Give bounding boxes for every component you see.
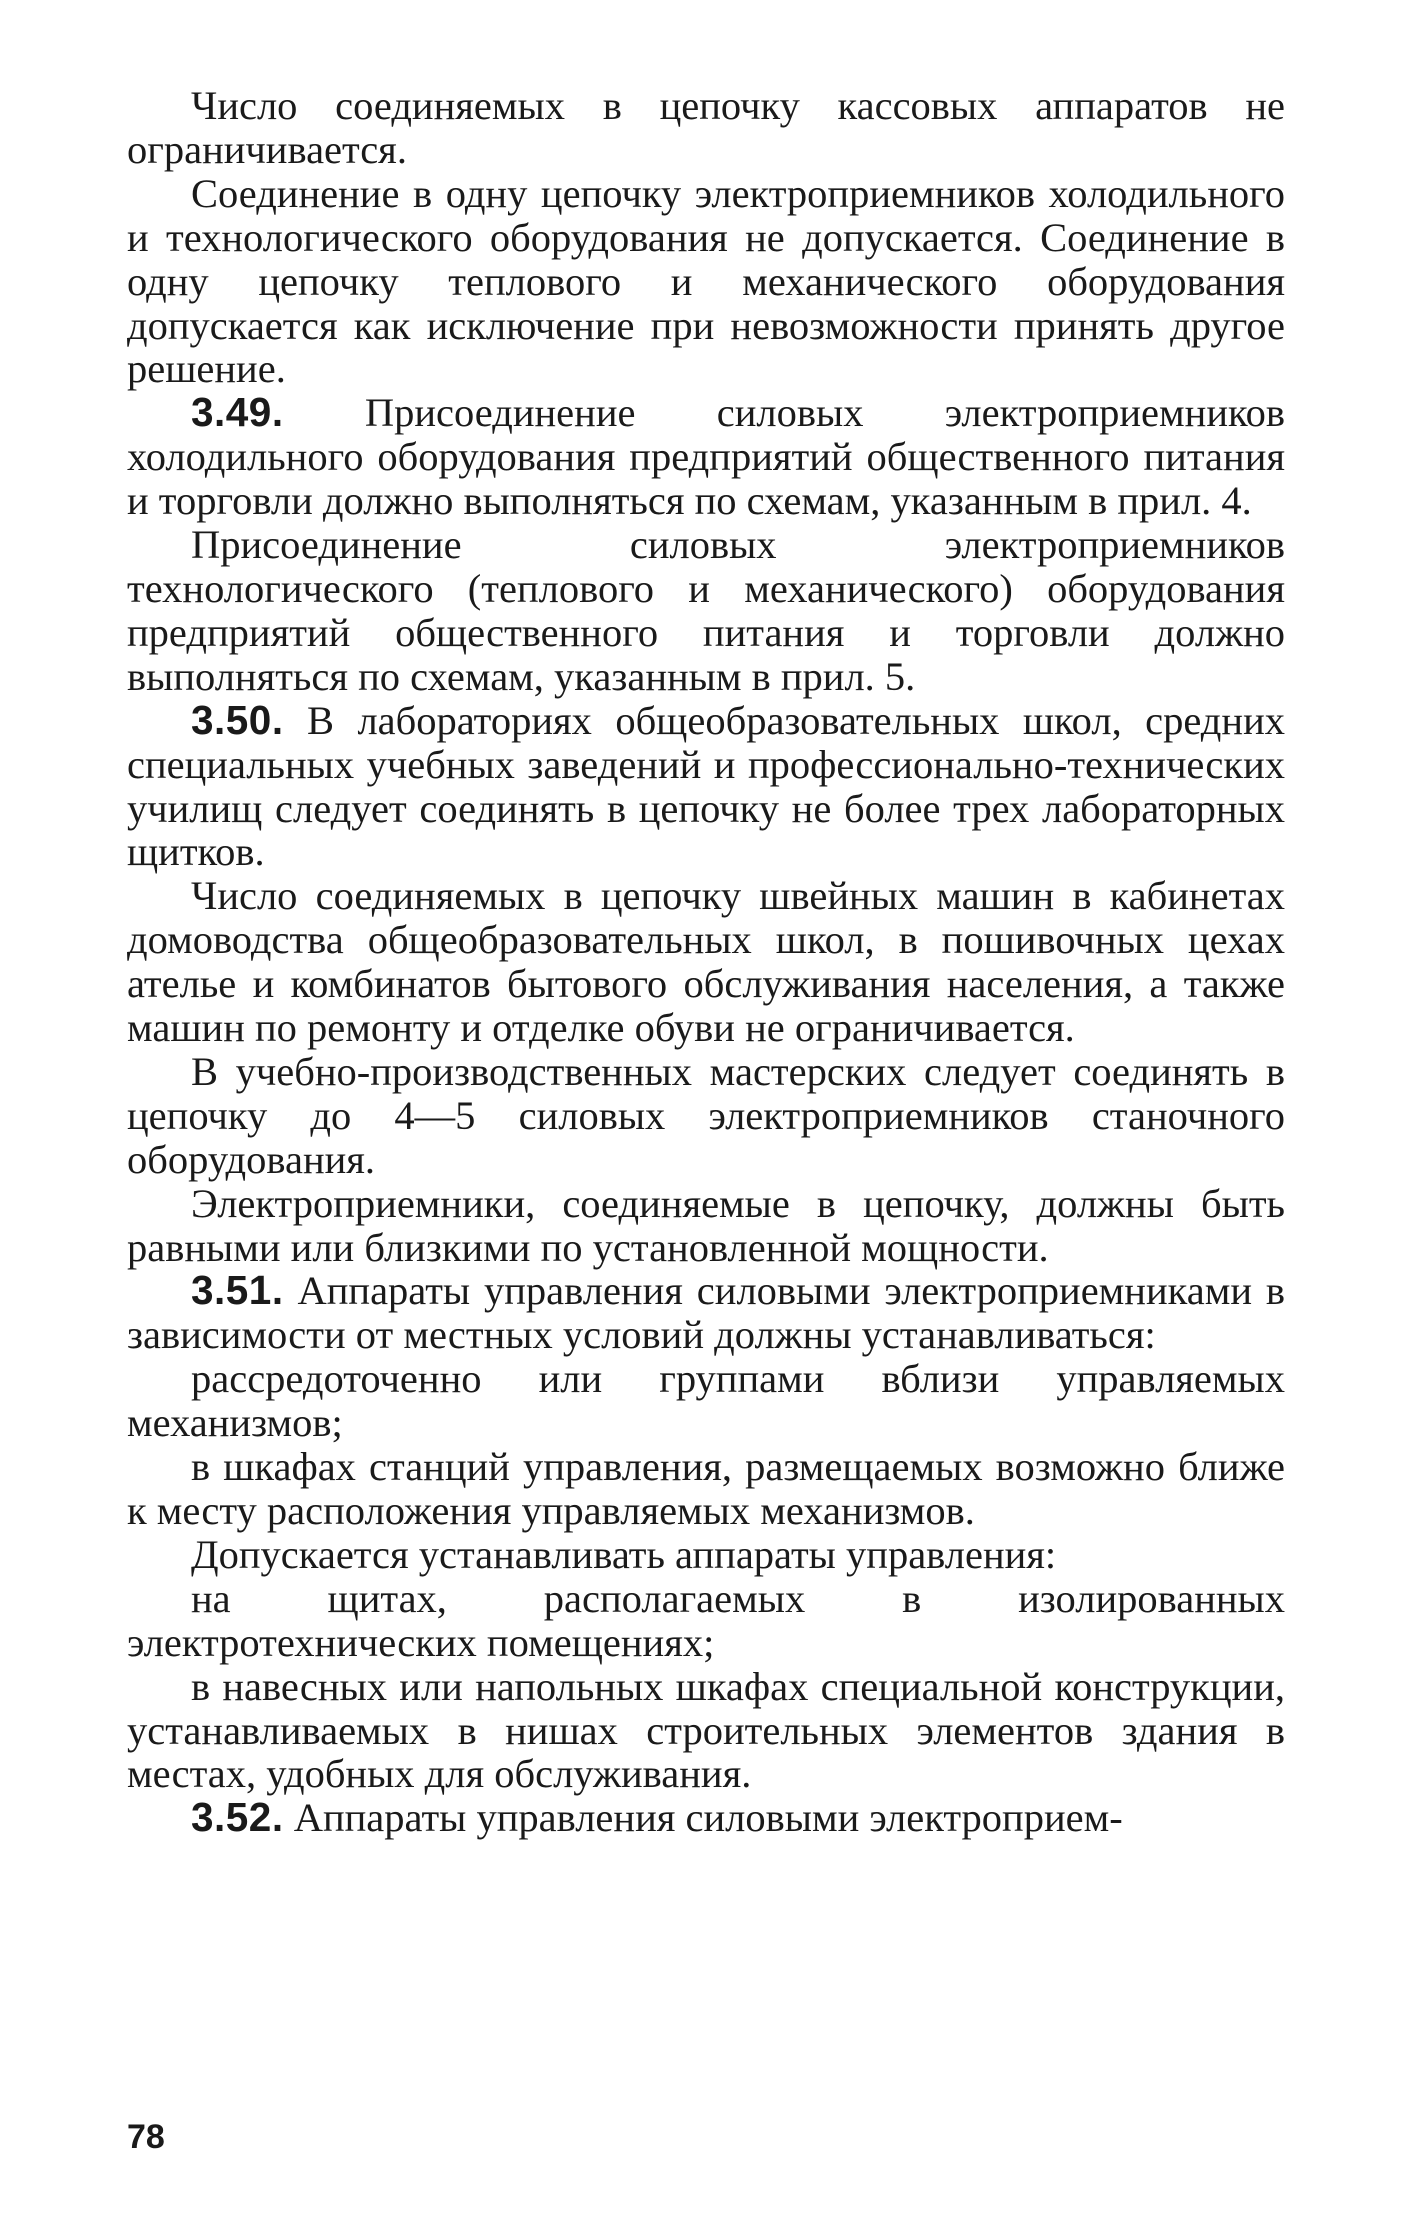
paragraph-text: Число соединяемых в цепочку кассовых аппаратов не ограничивается. xyxy=(127,83,1285,172)
paragraph-text: Аппараты управления силовыми электроприем- xyxy=(293,1795,1123,1841)
paragraph-text: Число соединяемых в цепочку швейных машин в кабинетах домоводства общеобразовательных школ, в пошивочных цехах ателье и комбинатов бытового обслуживания населения, а также машин по ремонту и отделке обуви не ограничивается. xyxy=(127,873,1285,1051)
paragraph xyxy=(127,1665,1285,1797)
page-number: 78 xyxy=(127,2118,165,2156)
paragraph-text: Присоединение силовых электроприемников технологического (теплового и механического) оборудования предприятий общественного питания и торговли должно выполняться по схемам, указанным в прил. 5. xyxy=(127,522,1285,699)
paragraph xyxy=(127,84,1285,172)
paragraph xyxy=(127,1182,1285,1270)
paragraph xyxy=(127,1577,1285,1665)
paragraph-text: Аппараты управления силовыми электроприемниками в зависимости от местных условий должны устанавливаться: xyxy=(127,1268,1286,1358)
paragraph-text: в навесных или напольных шкафах специальной конструкции, устанавливаемых в нишах строительных элементов здания в местах, удобных для обслуживания. xyxy=(127,1663,1285,1797)
paragraph-text: В учебно-производственных мастерских следует соединять в цепочку до 4—5 силовых электроприемников станочного оборудования. xyxy=(127,1048,1285,1182)
paragraph xyxy=(127,523,1285,699)
paragraph-text: на щитах, располагаемых в изолированных электротехнических помещениях; xyxy=(127,1575,1285,1665)
paragraph-text: В лабораториях общеобразовательных школ, средних специальных учебных заведений и профессионально-технических училищ следует соединять в цепочку не более трех лабораторных щитков. xyxy=(127,697,1286,875)
paragraph-text: Соединение в одну цепочку электроприемников холодильного и технологического оборудования не допускается. Соединение в одну цепочку теплового и механического оборудования допускается как исключение при невозможности принять другое решение. xyxy=(127,170,1285,392)
paragraph xyxy=(127,696,1286,875)
clause-number: 3.51. xyxy=(191,1267,284,1314)
paragraph xyxy=(127,874,1285,1050)
paragraph-text: в шкафах станций управления, размещаемых возможно ближе к месту расположения управляемых механизмов. xyxy=(127,1444,1285,1533)
paragraph xyxy=(127,1796,1285,1840)
paragraph-text: Электроприемники, соединяемые в цепочку, должны быть равными или близкими по установленной мощности. xyxy=(127,1180,1285,1270)
clause-number: 3.49. xyxy=(191,389,284,436)
paragraph xyxy=(127,391,1285,523)
body-text xyxy=(127,84,1285,1840)
paragraph xyxy=(127,1533,1285,1577)
paragraph xyxy=(127,1269,1285,1357)
clause-number: 3.52. xyxy=(191,1794,284,1841)
paragraph-text: Присоединение силовых электроприемников холодильного оборудования предприятий общественного питания и торговли должно выполняться по схемам, указанным в прил. 4. xyxy=(127,390,1286,524)
paragraph xyxy=(127,1357,1285,1445)
paragraph xyxy=(127,172,1285,392)
paragraph xyxy=(127,1445,1285,1533)
paragraph xyxy=(127,1050,1285,1182)
paragraph-text: рассредоточенно или группами вблизи управляемых механизмов; xyxy=(127,1356,1285,1446)
clause-number: 3.50. xyxy=(191,696,284,743)
paragraph-text: Допускается устанавливать аппараты управления: xyxy=(191,1531,1057,1577)
